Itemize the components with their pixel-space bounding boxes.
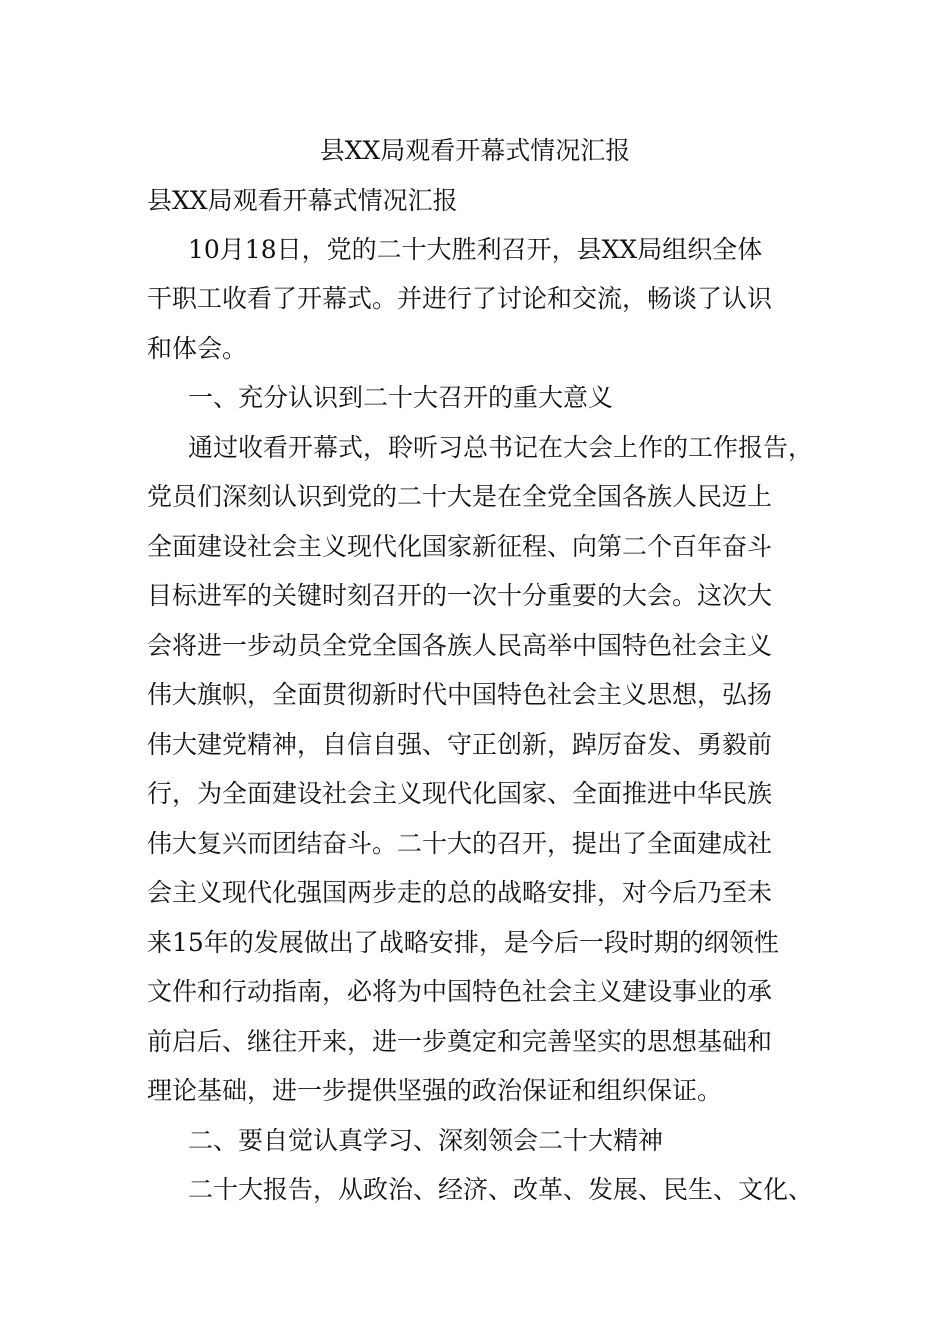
section-heading: 一、充分认识到二十大召开的重大意义 (188, 383, 614, 412)
paragraph-line: 通过收看开幕式，聆听习总书记在大会上作的工作报告， (188, 433, 814, 462)
document-subtitle: 县XX局观看开幕式情况汇报 (147, 186, 458, 215)
paragraph-line: 和体会。 (147, 334, 248, 363)
paragraph-line: 来15年的发展做出了战略安排，是今后一段时期的纲领性 (147, 928, 779, 957)
paragraph-line: 文件和行动指南，必将为中国特色社会主义建设事业的承 (147, 977, 773, 1006)
paragraph-line: 全面建设社会主义现代化国家新征程、向第二个百年奋斗 (147, 532, 773, 561)
paragraph-line: 伟大建党精神，自信自强、守正创新，踔厉奋发、勇毅前 (147, 730, 773, 759)
paragraph-line: 行，为全面建设社会主义现代化国家、全面推进中华民族 (147, 779, 773, 808)
paragraph-line: 伟大旗帜，全面贯彻新时代中国特色社会主义思想，弘扬 (147, 680, 773, 709)
paragraph-line: 伟大复兴而团结奋斗。二十大的召开，提出了全面建成社 (147, 829, 773, 858)
paragraph-line: 党员们深刻认识到党的二十大是在全党全国各族人民迈上 (147, 482, 773, 511)
paragraph-line: 会主义现代化强国两步走的总的战略安排，对今后乃至未 (147, 878, 773, 907)
paragraph-line: 目标进军的关键时刻召开的一次十分重要的大会。这次大 (147, 581, 773, 610)
paragraph-line: 10月18日，党的二十大胜利召开，县XX局组织全体 (188, 235, 763, 264)
paragraph-line: 前启后、继往开来，进一步奠定和完善坚实的思想基础和 (147, 1027, 773, 1056)
paragraph-line: 理论基础，进一步提供坚强的政治保证和组织保证。 (147, 1076, 723, 1105)
section-heading: 二、要自觉认真学习、深刻领会二十大精神 (188, 1126, 664, 1155)
paragraph-line: 干职工收看了开幕式。并进行了讨论和交流，畅谈了认识 (147, 284, 773, 313)
document-title: 县XX局观看开幕式情况汇报 (319, 136, 631, 165)
paragraph-line: 会将进一步动员全党全国各族人民高举中国特色社会主义 (147, 631, 773, 660)
paragraph-line: 二十大报告，从政治、经济、改革、发展、民生、文化、 (188, 1175, 814, 1204)
